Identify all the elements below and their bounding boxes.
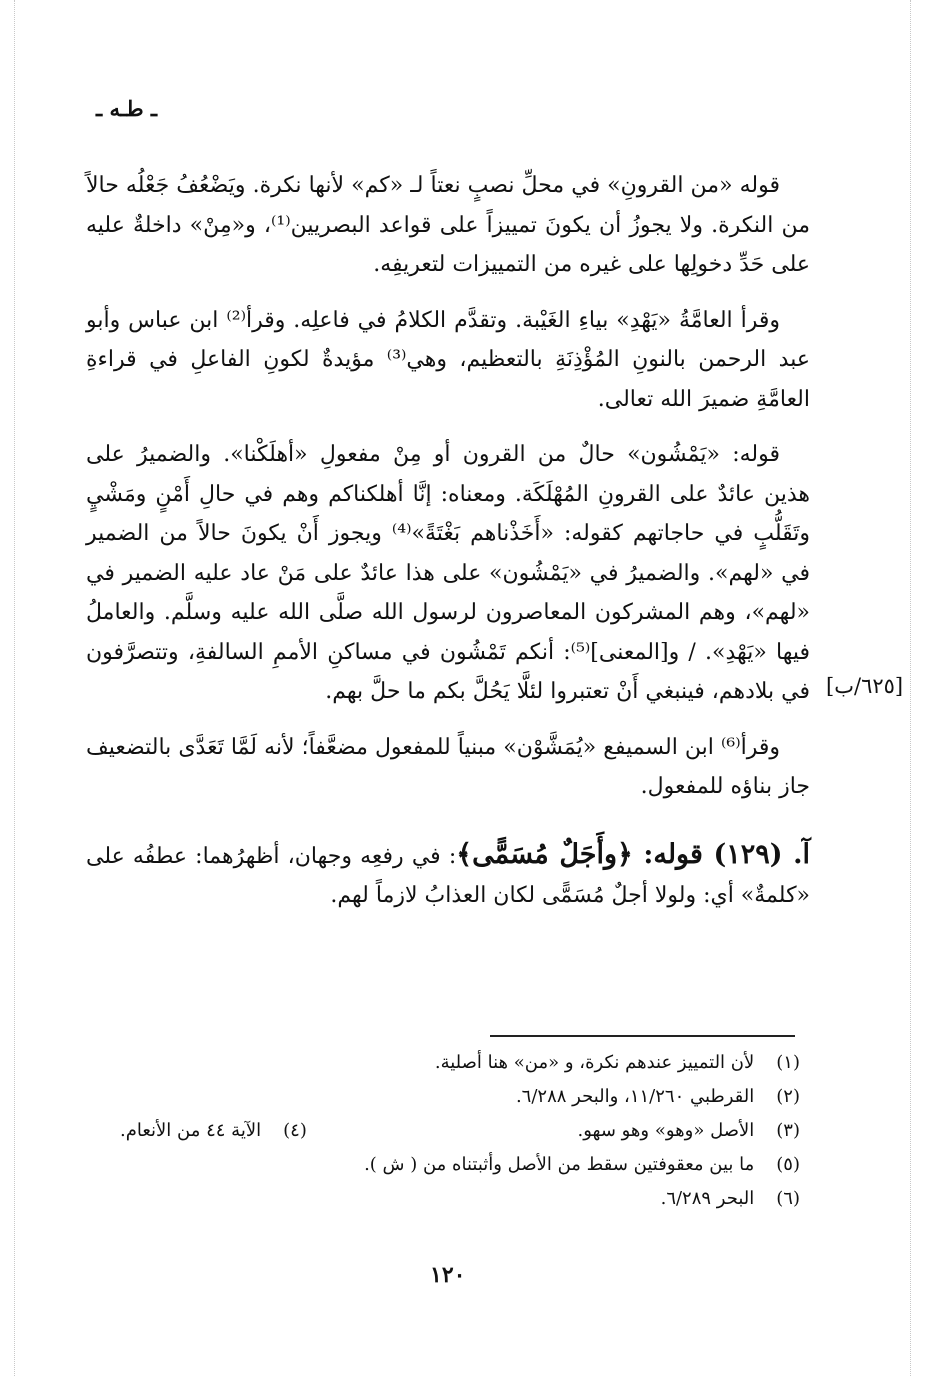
- footnotes: [110, 1046, 800, 1216]
- running-header: ـ طـه ـ: [96, 96, 158, 121]
- footnote-number: (٦): [776, 1188, 800, 1209]
- footnote-side: [120, 1114, 307, 1148]
- main-text: [86, 166, 810, 932]
- verse-heading: آ. (١٢٩) قوله: ﴿وأَجَلٌ مُسَمًّى﴾: [456, 838, 811, 870]
- footnote-number: (٤): [283, 1120, 307, 1141]
- verse-heading-text: : في رفعِه وجهان، أظهرُهما: عطفُه على «كلمةٌ» أي: ولولا أجلٌ مُسَمًّى لكان العذابُ لازماً لهم.: [86, 843, 810, 908]
- page-number: ١٢٠: [430, 1262, 466, 1288]
- margin-note: [٦٢٥/ب]: [826, 674, 904, 698]
- footnote-text: لأن التمييز عندهم نكرة، و «من» هنا أصلية.: [434, 1052, 755, 1073]
- footnote-number: (١): [776, 1052, 800, 1073]
- footnote-number: (٣): [776, 1120, 800, 1141]
- verse-heading-paragraph: [86, 835, 810, 916]
- footnote-text: القرطبي ١١/٢٦٠، والبحر ٦/٢٨٨.: [515, 1086, 755, 1107]
- footnote: [110, 1148, 800, 1182]
- paragraph: قوله: «يَمْشُون» حالٌ من القرون أو مِنْ مفعولِ «أهلَكْنا». والضميرُ على هذين عائدٌ على القرونِ المُهْلَكَة. ومعناه: إنَّا أهلكناكم وهم في حالِ أَمْنٍ ومَشْيٍ وتَقَلُّبٍ في حاجاتهم كقوله: «أَخَذْناهم بَغْتَةً»⁽⁴⁾ ويجوز أَنْ يكونَ حالاً من الضمير في «لهم». والضميرُ في «يَمْشُون» على هذا عائدٌ على مَنْ عاد عليه الضمير في «لهم»، وهم المشركون المعاصرون لرسول الله صلَّى الله عليه وسلَّم. والعاملُ فيها «يَهْدِ». / و[المعنى]⁽⁵⁾: أنكم تَمْشُون في مساكنِ الأممِ السالفةِ، وتتصرَّفون في بلادهم، فينبغي أَنْ تعتبروا لئلَّا يَحُلَّ بكم ما حلَّ بهم.: [86, 442, 810, 704]
- paragraph: وقرأ العامَّةُ «يَهْدِ» بياءِ الغَيْبة. وتقدَّم الكلامُ في فاعلِه. وقرأ⁽²⁾ ابن عباس وأبو عبد الرحمن بالنونِ المُؤْذِنَةِ بالتعظيم، وهي⁽³⁾ مؤيدةٌ لكونِ الفاعلِ في قراءةِ العامَّةِ ضميرَ الله تعالى.: [86, 307, 810, 412]
- footnote: [110, 1182, 800, 1216]
- footnote-divider: [490, 1035, 795, 1037]
- scan-guide-line: [14, 0, 15, 1376]
- footnote-text: البحر ٦/٢٨٩.: [660, 1188, 755, 1209]
- paragraph: وقرأ⁽⁶⁾ ابن السميفع «يُمَشَّوْن» مبنياً للمفعول مضعَّفاً؛ لأنه لَمَّا تَعَدَّى بالتضعيف جاز بناؤه للمفعول.: [86, 734, 810, 799]
- scan-guide-line: [910, 0, 911, 1376]
- paragraph: قوله «من القرونِ» في محلِّ نصبٍ نعتاً لـ «كم» لأنها نكرة. ويَضْعُفُ جَعْلُه حالاً من النكرة. ولا يجوزُ أن يكونَ تمييزاً على قواعد البصريين⁽¹⁾، و«مِنْ» داخلةٌ عليه على حَدِّ دخولِها على غيره من التمييزات لتعريفِه.: [86, 173, 810, 277]
- footnote: [110, 1046, 800, 1080]
- footnote: [110, 1080, 800, 1114]
- footnote-text: الأصل «وهو» وهو سهو.: [577, 1120, 755, 1141]
- footnote-number: (٢): [776, 1086, 800, 1107]
- footnote-number: (٥): [776, 1154, 800, 1175]
- footnote: [110, 1114, 800, 1148]
- footnote-text: ما بين معقوفتين سقط من الأصل وأثبتناه من ( ش ).: [364, 1154, 755, 1175]
- footnote-text: الآية ٤٤ من الأنعام.: [120, 1120, 262, 1141]
